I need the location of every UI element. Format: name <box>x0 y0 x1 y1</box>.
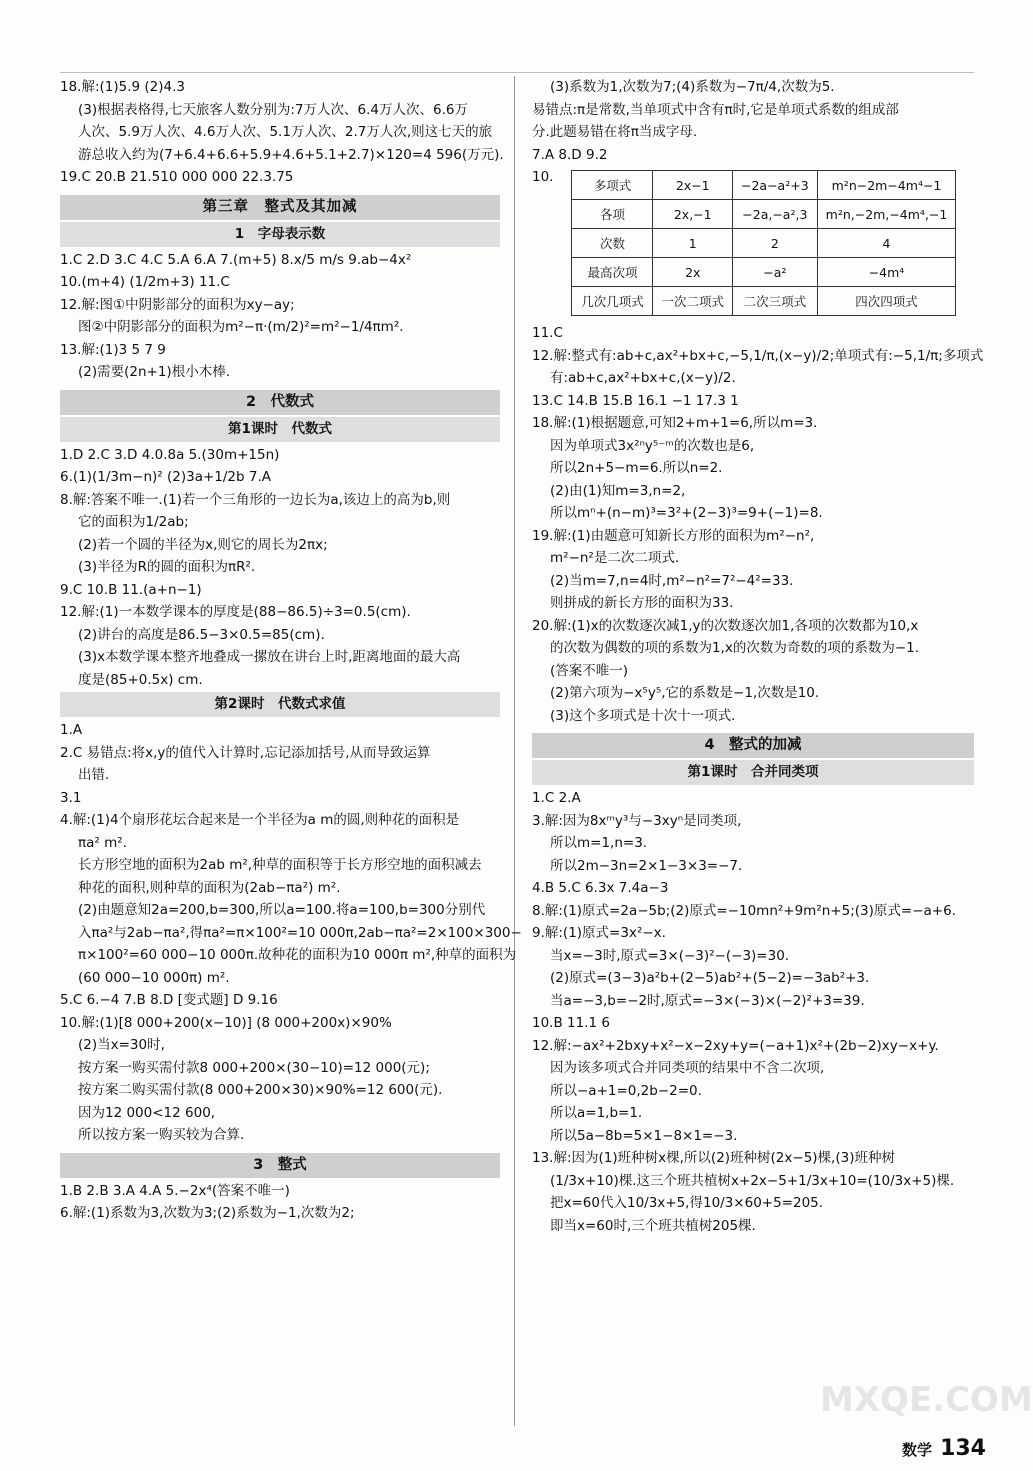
answer-line: 12.解:(1)一本数学课本的厚度是(88−86.5)÷3=0.5(cm). <box>60 604 411 620</box>
section-heading: 第1课时 合并同类项 <box>532 760 974 785</box>
answer-line: 按方案一购买需付款8 000+200×(30−10)=12 000(元); <box>78 1059 430 1076</box>
answer-line: 4.解:(1)4个扇形花坛合起来是一个半径为a m的圆,则种花的面积是 <box>60 812 460 828</box>
answer-line: 按方案二购买需付款(8 000+200×30)×90%=12 600(元). <box>78 1082 443 1098</box>
answer-line: 1.C 2.D 3.C 4.C 5.A 6.A 7.(m+5) 8.x/5 m/s 9.ab−4x² <box>60 251 412 268</box>
answer-line: 12.解:−ax²+2bxy+x²−x−2xy+y=(−a+1)x²+(2b−2)xy−x+y. <box>532 1037 939 1054</box>
table-cell: 2 <box>733 229 818 258</box>
answer-line: 所以m=1,n=3. <box>550 835 648 851</box>
table-cell: 四次四项式 <box>817 287 956 316</box>
answer-line: 2.C 易错点:将x,y的值代入计算时,忘记添加括号,从而导致运算 <box>60 744 431 761</box>
answer-line: πa² m². <box>78 834 127 851</box>
answer-line: 所以按方案一购买较为合算. <box>78 1127 245 1143</box>
answer-line: (2)当m=7,n=4时,m²−n²=7²−4²=33. <box>550 572 794 589</box>
answer-line: 当a=−3,b=−2时,原式=−3×(−3)×(−2)²+3=39. <box>550 992 865 1009</box>
answer-line: π×100²=60 000−10 000π.故种花的面积为10 000π m²,种草的面积为 <box>78 947 517 963</box>
answer-line: 10.B 11.1 6 <box>532 1015 610 1031</box>
answer-line: 1.A <box>60 722 83 738</box>
answer-line: 10.解:(1)[8 000+200(x−10)] (8 000+200x)×90% <box>60 1014 392 1031</box>
table-cell: 最高次项 <box>572 258 653 287</box>
answer-line: 游总收入约为(7+6.4+6.6+5.9+4.6+5.1+2.7)×120=4 596(万元). <box>78 146 504 163</box>
answer-line: (2)由(1)知m=3,n=2, <box>550 482 686 499</box>
answer-line: 易错点:π是常数,当单项式中含有π时,它是单项式系数的组成部 <box>532 101 899 118</box>
table-cell: 一次二项式 <box>653 287 733 316</box>
answer-line: 12.解:图①中阴影部分的面积为xy−ay; <box>60 296 295 313</box>
answer-line: 9.C 10.B 11.(a+n−1) <box>60 581 202 598</box>
answer-line: 种花的面积,则种草的面积为(2ab−πa²) m². <box>78 879 341 896</box>
answer-line: 入πa²与2ab−πa²,得πa²=π×100²=10 000π,2ab−πa²=2×100×300− <box>78 924 522 941</box>
section-heading: 4 整式的加减 <box>532 733 974 758</box>
top-rule <box>60 72 974 73</box>
table-cell: 4 <box>817 229 956 258</box>
answer-line: 13.解:因为(1)班种树x棵,所以(2)班种树(2x−5)棵,(3)班种树 <box>532 1150 895 1166</box>
table-cell: 各项 <box>572 200 653 229</box>
answer-line: (3)系数为1,次数为7;(4)系数为−7π/4,次数为5. <box>550 79 835 95</box>
answer-line: 8.解:(1)原式=2a−5b;(2)原式=−10mn²+9m²n+5;(3)原式=−a+6. <box>532 902 956 919</box>
answer-line: 所以−a+1=0,2b−2=0. <box>550 1082 702 1099</box>
table-cell: 2x−1 <box>653 171 733 200</box>
right-column <box>532 76 984 1237</box>
answer-line: 即当x=60时,三个班共植树205棵. <box>550 1217 756 1234</box>
section-heading: 第2课时 代数式求值 <box>60 692 500 717</box>
answer-line: 所以5a−8b=5×1−8×1=−3. <box>550 1127 738 1144</box>
answer-line: (2)由题意知2a=200,b=300,所以a=100.将a=100,b=300分别代 <box>78 902 486 918</box>
section-heading: 3 整式 <box>60 1153 500 1178</box>
answer-line: (答案不唯一) <box>550 662 629 679</box>
section-heading: 2 代数式 <box>60 390 500 415</box>
answer-line: 4.B 5.C 6.3x 7.4a−3 <box>532 880 669 896</box>
answer-line: 长方形空地的面积为2ab m²,种草的面积等于长方形空地的面积减去 <box>78 857 482 873</box>
table-cell: −2a,−a²,3 <box>733 200 818 229</box>
answer-line: 1.C 2.A <box>532 790 581 806</box>
table-row <box>572 171 956 200</box>
table-cell: −a² <box>733 258 818 287</box>
table-question-number: 10. <box>532 169 554 185</box>
table-cell: 几次几项式 <box>572 287 653 316</box>
answer-line: 6.(1)(1/3m−n)² (2)3a+1/2b 7.A <box>60 469 271 485</box>
answer-line: 7.A 8.D 9.2 <box>532 146 608 163</box>
section-heading: 第三章 整式及其加减 <box>60 195 500 220</box>
answer-line: 3.1 <box>60 789 82 806</box>
answer-line: 3.解:因为8xᵐy³与−3xyⁿ是同类项, <box>532 812 742 829</box>
page-footer <box>902 1436 986 1461</box>
answer-line: 11.C <box>532 325 563 341</box>
table-cell: m²n,−2m,−4m⁴,−1 <box>817 200 956 229</box>
answer-line: 它的面积为1/2ab; <box>78 514 189 530</box>
answer-line: 人次、5.9万人次、4.6万人次、5.1万人次、2.7万人次,则这七天的旅 <box>78 124 493 140</box>
table-row <box>572 200 956 229</box>
answer-line: 所以mⁿ+(n−m)³=3²+(2−3)³=9+(−1)=8. <box>550 505 823 521</box>
answer-line: 13.C 14.B 15.B 16.1 −1 17.3 1 <box>532 392 739 409</box>
answer-line: 8.解:答案不唯一.(1)若一个三角形的一边长为a,该边上的高为b,则 <box>60 491 451 508</box>
answer-line: 所以2n+5−m=6.所以n=2. <box>550 460 723 476</box>
table-cell: m²n−2m−4m⁴−1 <box>817 171 956 200</box>
answer-line: 5.C 6.−4 7.B 8.D [变式题] D 9.16 <box>60 992 278 1008</box>
answer-line: (2)讲台的高度是86.5−3×0.5=85(cm). <box>78 626 325 643</box>
answer-line: (3)半径为R的圆的面积为πR². <box>78 559 256 575</box>
answer-line: (3)这个多项式是十次十一项式. <box>550 707 736 724</box>
answer-line: 19.解:(1)由题意可知新长方形的面积为m²−n², <box>532 527 815 544</box>
answer-line: 18.解:(1)根据题意,可知2+m+1=6,所以m=3. <box>532 415 818 431</box>
answer-line: 1.D 2.C 3.D 4.0.8a 5.(30m+15n) <box>60 446 280 463</box>
answer-line: (2)第六项为−x⁵y⁵,它的系数是−1,次数是10. <box>550 685 820 701</box>
answer-line: 因为单项式3x²ⁿy⁵⁻ᵐ的次数也是6, <box>550 437 755 454</box>
table-row <box>572 229 956 258</box>
answer-line: 的次数为偶数的项的系数为1,x的次数为奇数的项的系数为−1. <box>550 640 920 656</box>
section-heading: 1 字母表示数 <box>60 222 500 247</box>
answer-line: (60 000−10 000π) m². <box>78 969 230 986</box>
table-cell: 多项式 <box>572 171 653 200</box>
table-cell: 2x <box>653 258 733 287</box>
table-cell: −2a−a²+3 <box>733 171 818 200</box>
answer-line: 20.解:(1)x的次数逐次减1,y的次数逐次加1,各项的次数都为10,x <box>532 617 919 634</box>
answer-line: 分.此题易错在将π当成字母. <box>532 124 698 140</box>
answer-line: 因为该多项式合并同类项的结果中不含二次项, <box>550 1060 825 1076</box>
column-divider <box>514 76 515 1426</box>
answer-line: 所以2m−3n=2×1−3×3=−7. <box>550 857 743 874</box>
table-cell: 二次三项式 <box>733 287 818 316</box>
answer-line: (3)x本数学课本整齐地叠成一摞放在讲台上时,距离地面的最大高 <box>78 649 461 665</box>
page-number: 134 <box>940 1436 986 1461</box>
answer-line: 图②中阴影部分的面积为m²−π·(m/2)²=m²−1/4πm². <box>78 319 404 335</box>
table-cell: 1 <box>653 229 733 258</box>
answer-line: m²−n²是二次二项式. <box>550 550 680 566</box>
answer-line: (2)当x=30时, <box>78 1037 165 1053</box>
table-row <box>572 287 956 316</box>
polynomial-table <box>571 170 956 316</box>
polynomial-table-block <box>532 166 974 322</box>
answer-line: (1/3x+10)棵.这三个班共植树x+2x−5+1/3x+10=(10/3x+5)棵. <box>550 1172 955 1189</box>
answer-line: 把x=60代入10/3x+5,得10/3×60+5=205. <box>550 1195 824 1211</box>
answer-line: 6.解:(1)系数为3,次数为3;(2)系数为−1,次数为2; <box>60 1205 355 1221</box>
table-row <box>572 258 956 287</box>
answer-line: 出错. <box>78 767 110 783</box>
left-column <box>60 76 522 1225</box>
answer-line: 所以a=1,b=1. <box>550 1105 643 1121</box>
section-heading: 第1课时 代数式 <box>60 417 500 442</box>
answer-line: 度是(85+0.5x) cm. <box>78 671 203 688</box>
answer-line: 10.(m+4) (1/2m+3) 11.C <box>60 274 230 290</box>
answer-line: 13.解:(1)3 5 7 9 <box>60 341 166 358</box>
answer-line: (2)原式=(3−3)a²b+(2−5)ab²+(5−2)=−3ab²+3. <box>550 970 870 986</box>
answer-line: 9.解:(1)原式=3x²−x. <box>532 925 666 941</box>
answer-line: (3)根据表格得,七天旅客人数分别为:7万人次、6.4万人次、6.6万 <box>78 101 468 118</box>
answer-line: 18.解:(1)5.9 (2)4.3 <box>60 79 185 95</box>
answer-line: 12.解:整式有:ab+c,ax²+bx+c,−5,1/π,(x−y)/2;单项式有:−5,1/π;多项式 <box>532 347 984 364</box>
answer-line: 当x=−3时,原式=3×(−3)²−(−3)=30. <box>550 947 790 964</box>
subject-label: 数学 <box>902 1441 933 1459</box>
watermark: MXQE.COM <box>820 1380 1033 1420</box>
answer-line: 1.B 2.B 3.A 4.A 5.−2x⁴(答案不唯一) <box>60 1182 290 1199</box>
table-cell: 2x,−1 <box>653 200 733 229</box>
answer-line: 19.C 20.B 21.510 000 000 22.3.75 <box>60 169 294 185</box>
answer-line: (2)若一个圆的半径为x,则它的周长为2πx; <box>78 536 328 553</box>
table-cell: 次数 <box>572 229 653 258</box>
answer-line: 有:ab+c,ax²+bx+c,(x−y)/2. <box>550 370 736 386</box>
answer-line: 因为12 000<12 600, <box>78 1104 216 1121</box>
table-cell: −4m⁴ <box>817 258 956 287</box>
answer-line: 则拼成的新长方形的面积为33. <box>550 595 734 611</box>
answer-line: (2)需要(2n+1)根小木棒. <box>78 364 230 380</box>
